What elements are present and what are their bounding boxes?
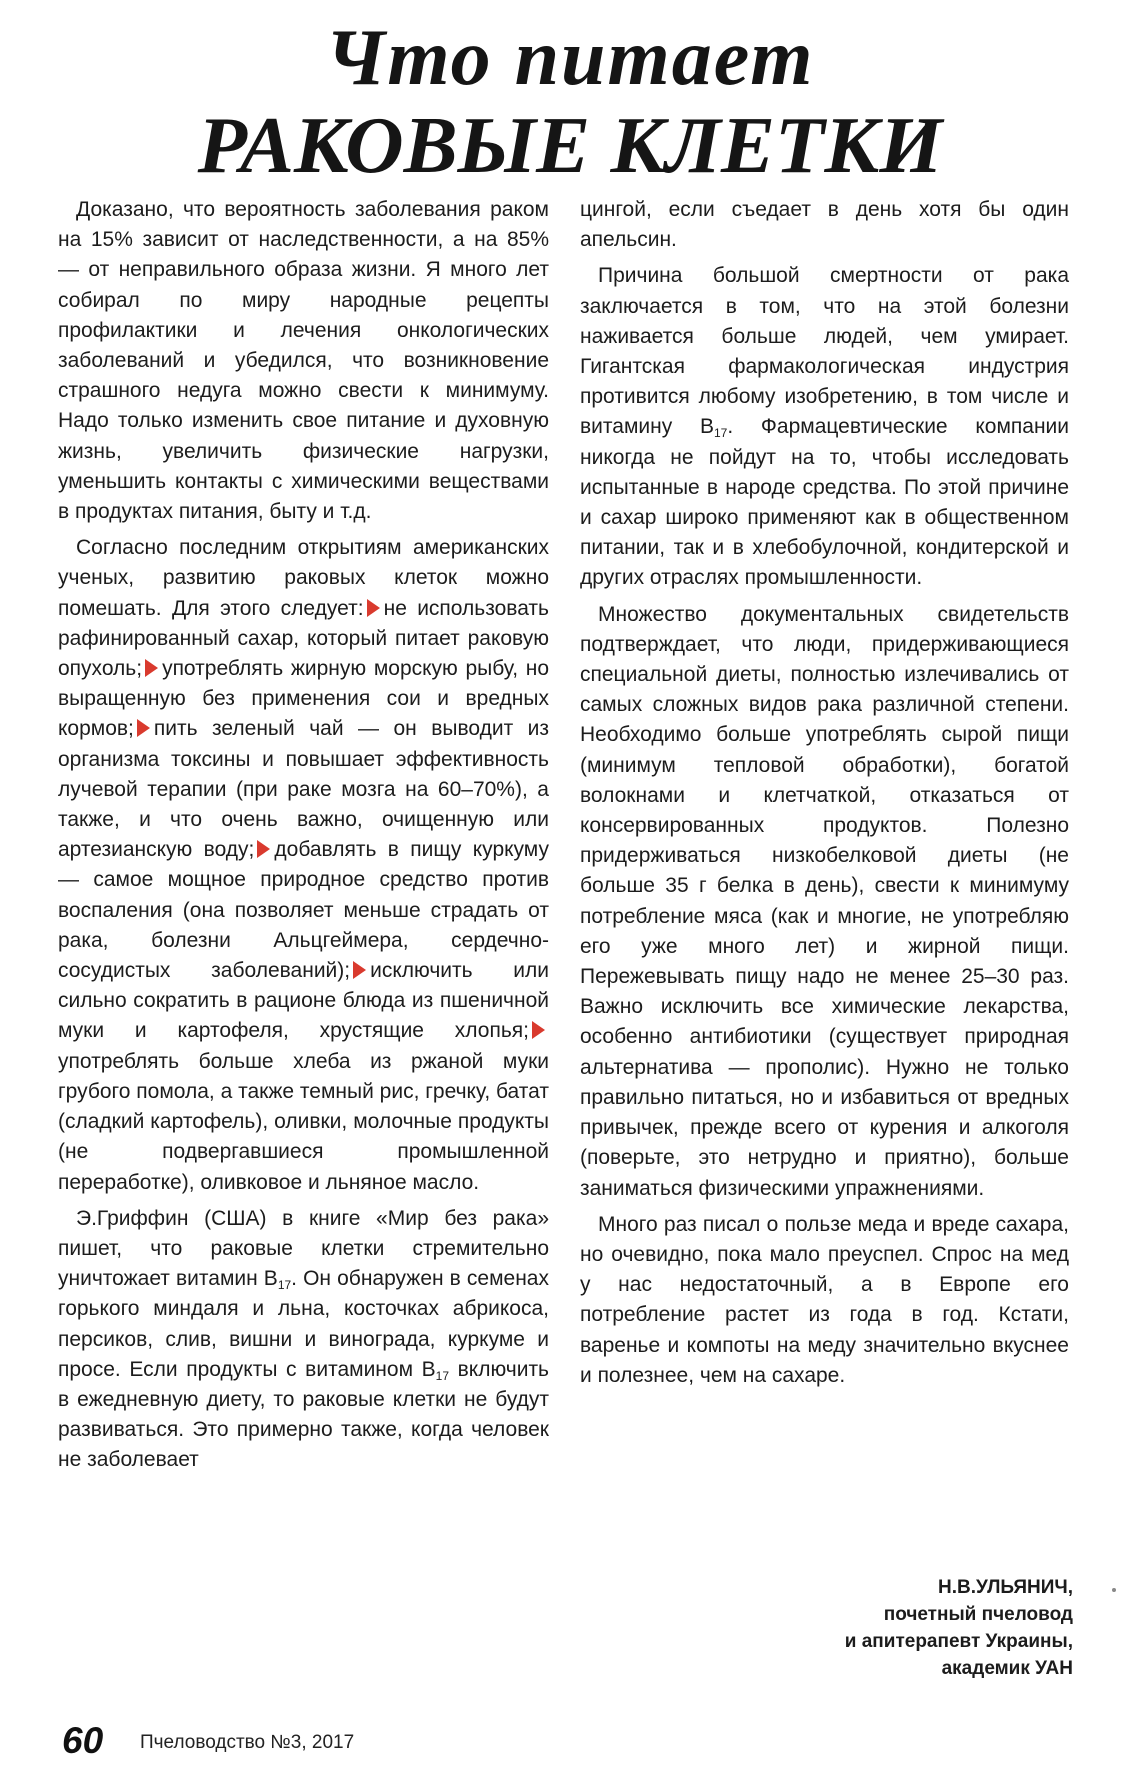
article-title-line1: Что питает — [325, 14, 815, 102]
bullet-arrow-icon — [137, 719, 150, 737]
paragraph: Доказано, что вероятность заболевания раком на 15% зависит от наследственности, а на 85% — от неправильного образа жизни. Я много лет собирал по миру народные рецепты профилактики и лечения онкологических заболеваний и убедился, что возникновение страшного недуга можно свести к минимуму. Надо только изменить свое питание и духовную жизнь, увеличить физические нагрузки, уменьшить контакты с химическими веществами в продуктах питания, быту и т.д. — [58, 198, 549, 524]
author-title: почетный пчеловод — [883, 1604, 1073, 1625]
subscript: 17 — [435, 1368, 450, 1383]
author-signature — [713, 1574, 1073, 1682]
text-run: включить в ежедневную диету, то раковые клетки не будут развиваться. Это примерно также, когда человек не заболевает — [58, 1357, 549, 1472]
bullet-arrow-icon — [145, 659, 158, 677]
subscript: 17 — [713, 426, 728, 441]
subscript: 17 — [277, 1278, 292, 1293]
text-run: Причина большой смертности от рака заключается в том, что на этой болезни наживается больше людей, чем умирает. Гигантская фармакологическая индустрия противится любому изобретению, в том числе и витамину В — [580, 264, 1069, 439]
author-title: и апитерапевт Украины, — [844, 1631, 1073, 1652]
bullet-arrow-icon — [367, 599, 380, 617]
recommendation-item: употреблять жирную морскую рыбу, но выращенную без применения сои и вредных кормов; — [58, 657, 549, 741]
bullet-arrow-icon — [353, 961, 366, 979]
recommendation-item: пить зеленый чай — он выводит из организма токсины и повышает эффективность лучевой терапии (при раке мозга на 60–70%), а также, и что очень важно, очищенную или артезианскую воду; — [58, 717, 549, 862]
bullet-arrow-icon — [257, 840, 270, 858]
paragraph — [580, 261, 1069, 593]
paragraph — [58, 1204, 549, 1476]
print-speck — [1112, 1588, 1116, 1592]
right-column — [580, 195, 1069, 1391]
bullet-arrow-icon — [532, 1021, 545, 1039]
author-title: академик УАН — [941, 1658, 1073, 1679]
paragraph: цингой, если съедает в день хотя бы один апельсин. — [580, 198, 1069, 252]
author-name: Н.В.УЛЬЯНИЧ, — [937, 1577, 1073, 1598]
paragraph-recommendations — [58, 533, 549, 1197]
magazine-issue: Пчеловодство №3, 2017 — [140, 1732, 355, 1753]
recommendation-item: добавлять в пищу куркуму — самое мощное природное средство против воспаления (она позволяет меньше страдать от рака, болезни Альцгеймера, сердечно-сосудистых заболеваний); — [58, 838, 549, 983]
recommendations-intro: Согласно последним открытиям американских ученых, развитию раковых клеток можно помешать. Для этого следует: — [58, 536, 549, 620]
recommendation-item: исключить или сильно сократить в рационе блюда из пшеничной муки и картофеля, хрустящие хлопья; — [58, 959, 549, 1043]
left-column — [58, 195, 549, 1476]
paragraph: Много раз писал о пользе меда и вреде сахара, но очевидно, пока мало преуспел. Спрос на мед у нас недостаточный, а в Европе его потребление растет из года в год. Кстати, варенье и компоты на меду значительно вкуснее и полезнее, чем на сахаре. — [580, 1212, 1069, 1387]
recommendation-item: не использовать рафинированный сахар, который питает раковую опухоль; — [58, 596, 549, 681]
article-title-line2: РАКОВЫЕ КЛЕТКИ — [197, 100, 943, 190]
text-run: . Фармацевтические компании никогда не пойдут на то, чтобы исследовать испытанные в народе средства. По этой причине и сахар широко применяют как в общественном питании, так и в хлебобулочной, кондитерской и других отраслях промышленности. — [580, 415, 1070, 590]
paragraph: Множество документальных свидетельств подтверждает, что люди, придерживающиеся специальной диеты, полностью излечивались от самых сложных видов рака различной степени. Необходимо больше употреблять сырой пищи (минимум тепловой обработки), богатой волокнами и клетчаткой, отказаться от консервированных продуктов. Полезно придерживаться низкобелковой диеты (не больше 35 г белка в день), свести к минимуму потребление мяса (как и многие, не употребляю его уже много лет) и жирной пищи. Пережевывать пищу надо не менее 25–30 раз. Важно исключить все химические лекарства, особенно антибиотики (существует природная альтернатива — прополис). Нужно не только правильно питаться, но и избавиться от вредных привычек, прежде всего от курения и алкоголя (поверьте, это нетрудно и приятно), больше заниматься физическими упражнениями. — [580, 602, 1069, 1200]
text-run: . Он обнаружен в семенах горького миндаля и льна, косточках абрикоса, персиков, слив, вишни и винограда, куркуме и просе. Если продукты с витамином В — [58, 1267, 549, 1381]
text-run: Э.Гриффин (США) в книге «Мир без рака» пишет, что раковые клетки стремительно уничтожает витамин В — [58, 1206, 549, 1291]
recommendation-item: употреблять больше хлеба из ржаной муки грубого помола, а также темный рис, гречку, батат (сладкий картофель), оливки, молочные продукты (не подвергавшиеся промышленной переработке), оливковое и льняное масло. — [58, 1049, 549, 1194]
page-number: 60 — [62, 1720, 104, 1761]
